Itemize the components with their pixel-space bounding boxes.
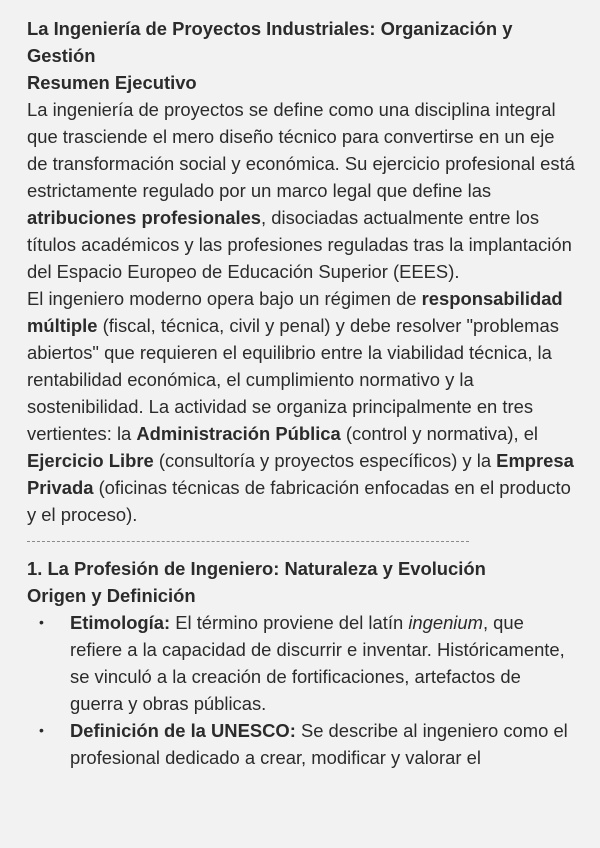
section-1-heading: 1. La Profesión de Ingeniero: Naturaleza y Evolución: [27, 558, 486, 579]
bullet-label: Etimología:: [70, 612, 171, 633]
p2-text-2: (fiscal, técnica, civil y penal) y debe resolver "problemas abiertos" que requieren el equilibrio entre la viabilidad técnica, la rentabilidad económica, el cumplimiento normativo y la sostenibilidad. La actividad se organiza principalmente en tres vertientes: la: [27, 315, 559, 444]
bullet-label: Definición de la UNESCO:: [70, 720, 296, 741]
p2-bold-administracion: Administración Pública: [136, 423, 341, 444]
list-item: [27, 609, 576, 717]
summary-paragraph-2: [27, 285, 576, 528]
p1-text-1: La ingeniería de proyectos se define como una disciplina integral que trasciende el mero diseño técnico para convertirse en un eje de transformación social y económica. Su ejercicio profesional está estrictamente regulado por un marco legal que define las: [27, 99, 575, 201]
subsection-heading: Origen y Definición: [27, 585, 196, 606]
bullet-dot-icon: •: [39, 722, 44, 738]
bullet-list: [27, 609, 576, 771]
bullet-text: El término proviene del latín: [170, 612, 409, 633]
bullet-dot-icon: •: [39, 614, 44, 630]
p2-text-5: (oficinas técnicas de fabricación enfocadas en el producto y el proceso).: [27, 477, 571, 525]
p2-bold-ejercicio-libre: Ejercicio Libre: [27, 450, 154, 471]
summary-heading: Resumen Ejecutivo: [27, 72, 197, 93]
bullet-italic-term: ingenium: [408, 612, 483, 633]
p2-bold-empresa-privada: Empresa Privada: [27, 450, 574, 498]
p2-text-1: El ingeniero moderno opera bajo un régimen de: [27, 288, 422, 309]
document-title: La Ingeniería de Proyectos Industriales: Organización y Gestión: [27, 18, 513, 66]
bullet-text: , que refiere a la capacidad de discurrir e inventar. Históricamente, se vinculó a la creación de fortificaciones, artefactos de guerra y obras públicas.: [70, 612, 565, 714]
p2-text-4: (consultoría y proyectos específicos) y la: [153, 450, 497, 471]
list-item: [27, 717, 576, 771]
bullet-text: Se describe al ingeniero como el profesional dedicado a crear, modificar y valorar el: [70, 720, 568, 768]
p1-bold-atribuciones: atribuciones profesionales: [27, 207, 262, 228]
p2-text-3: (control y normativa), el: [340, 423, 539, 444]
section-divider: [27, 528, 576, 555]
p2-bold-responsabilidad: responsabilidad múltiple: [27, 288, 563, 336]
p1-text-2: , disociadas actualmente entre los títulos académicos y las profesiones reguladas tras la implantación del Espacio Europeo de Educación Superior (EEES).: [27, 207, 572, 282]
summary-paragraph-1: [27, 96, 576, 285]
